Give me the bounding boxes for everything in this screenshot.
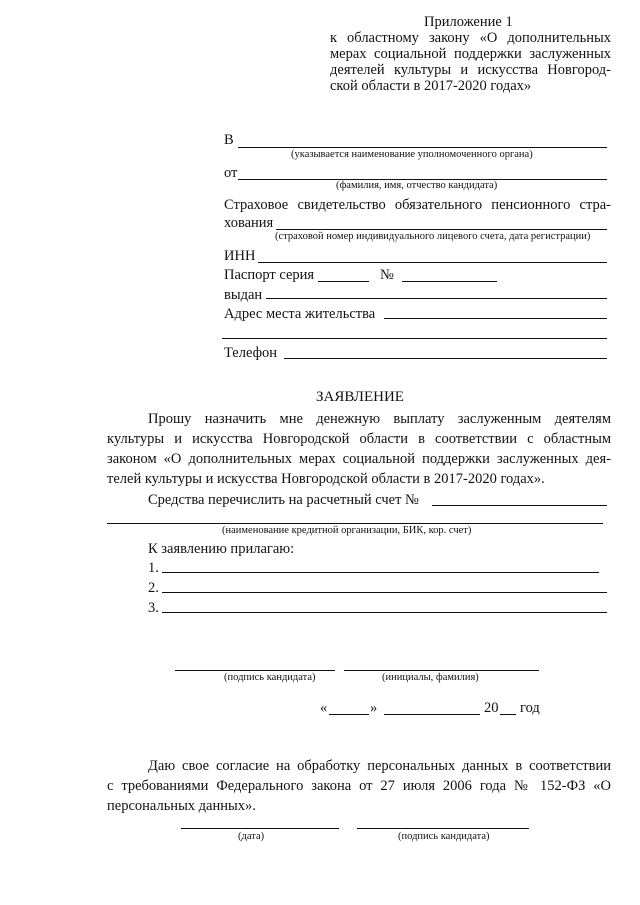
appendix-line-2: мерах социальной поддержки заслуженных: [330, 46, 611, 62]
bank-field[interactable]: [107, 523, 603, 524]
account-label: Средства перечислить на расчетный счет №: [148, 492, 419, 508]
attach-item-2-number: 2.: [148, 580, 159, 596]
phone-field[interactable]: [284, 358, 607, 359]
attach-item-1-field[interactable]: [162, 572, 599, 573]
statement-title: ЗАЯВЛЕНИЕ: [316, 389, 404, 405]
appendix-line-4: ской области в 2017-2020 годах»: [330, 78, 532, 94]
inn-label: ИНН: [224, 248, 256, 264]
address-label: Адрес места жительства: [224, 306, 376, 322]
date-day-field[interactable]: [329, 714, 369, 715]
consent-signature-hint: (подпись кандидата): [398, 831, 490, 842]
attach-item-1-number: 1.: [148, 560, 159, 576]
signature-hint: (подпись кандидата): [224, 672, 316, 683]
inn-field[interactable]: [258, 262, 607, 263]
consent-line-3: персональных данных».: [107, 798, 256, 814]
bank-hint: (наименование кредитной организации, БИК, кор. счет): [222, 525, 472, 536]
initials-field[interactable]: [344, 670, 539, 671]
insurance-line-1: Страховое свидетельство обязательного пенсионного стра-: [224, 197, 611, 213]
initials-hint: (инициалы, фамилия): [382, 672, 479, 683]
from-hint: (фамилия, имя, отчество кандидата): [336, 180, 498, 191]
consent-date-hint: (дата): [238, 831, 265, 842]
attach-label: К заявлению прилагаю:: [148, 541, 295, 557]
issued-field[interactable]: [266, 298, 607, 299]
insurance-field[interactable]: [276, 229, 607, 230]
insurance-hint: (страховой номер индивидуального лицевого счета, дата регистрации): [275, 231, 591, 242]
to-field[interactable]: [238, 147, 607, 148]
consent-line-1: Даю свое согласие на обработку персональных данных в соответствии: [148, 758, 611, 774]
insurance-line-2: хования: [224, 215, 274, 231]
consent-line-2: с требованиями Федерального закона от 27 июля 2006 года № 152-ФЗ «О: [107, 778, 611, 794]
to-label: В: [224, 132, 234, 148]
account-field[interactable]: [432, 505, 607, 506]
signature-field[interactable]: [175, 670, 335, 671]
issued-label: выдан: [224, 287, 263, 303]
to-hint: (указывается наименование уполномоченного органа): [291, 149, 533, 160]
appendix-line-3: деятелей культуры и искусства Новгород-: [330, 62, 611, 78]
statement-line-3: законом «О дополнительных мерах социальной поддержки заслуженных дея-: [107, 451, 611, 467]
from-label: от: [224, 165, 238, 181]
phone-label: Телефон: [224, 345, 277, 361]
appendix-line-1: к областному закону «О дополнительных: [330, 30, 611, 46]
passport-series-field[interactable]: [318, 281, 369, 282]
year-prefix: 20: [484, 700, 499, 716]
year-field[interactable]: [500, 714, 516, 715]
attach-item-3-field[interactable]: [162, 612, 607, 613]
attach-item-2-field[interactable]: [162, 592, 607, 593]
passport-number-label: №: [380, 267, 394, 283]
address-field[interactable]: [384, 318, 607, 319]
consent-signature-field[interactable]: [357, 828, 529, 829]
date-open-quote: «: [320, 700, 328, 716]
appendix-title: Приложение 1: [424, 14, 513, 30]
date-month-field[interactable]: [384, 714, 480, 715]
attach-item-3-number: 3.: [148, 600, 159, 616]
address-field-2[interactable]: [222, 338, 607, 339]
date-close-quote: »: [370, 700, 378, 716]
passport-number-field[interactable]: [402, 281, 497, 282]
statement-line-1: Прошу назначить мне денежную выплату заслуженным деятелям: [148, 411, 611, 427]
consent-date-field[interactable]: [181, 828, 339, 829]
passport-label: Паспорт серия: [224, 267, 315, 283]
statement-line-2: культуры и искусства Новгородской области в соответствии с областным: [107, 431, 611, 447]
year-suffix: год: [520, 700, 540, 716]
statement-line-4: телей культуры и искусства Новгородской области в 2017-2020 годах».: [107, 471, 545, 487]
